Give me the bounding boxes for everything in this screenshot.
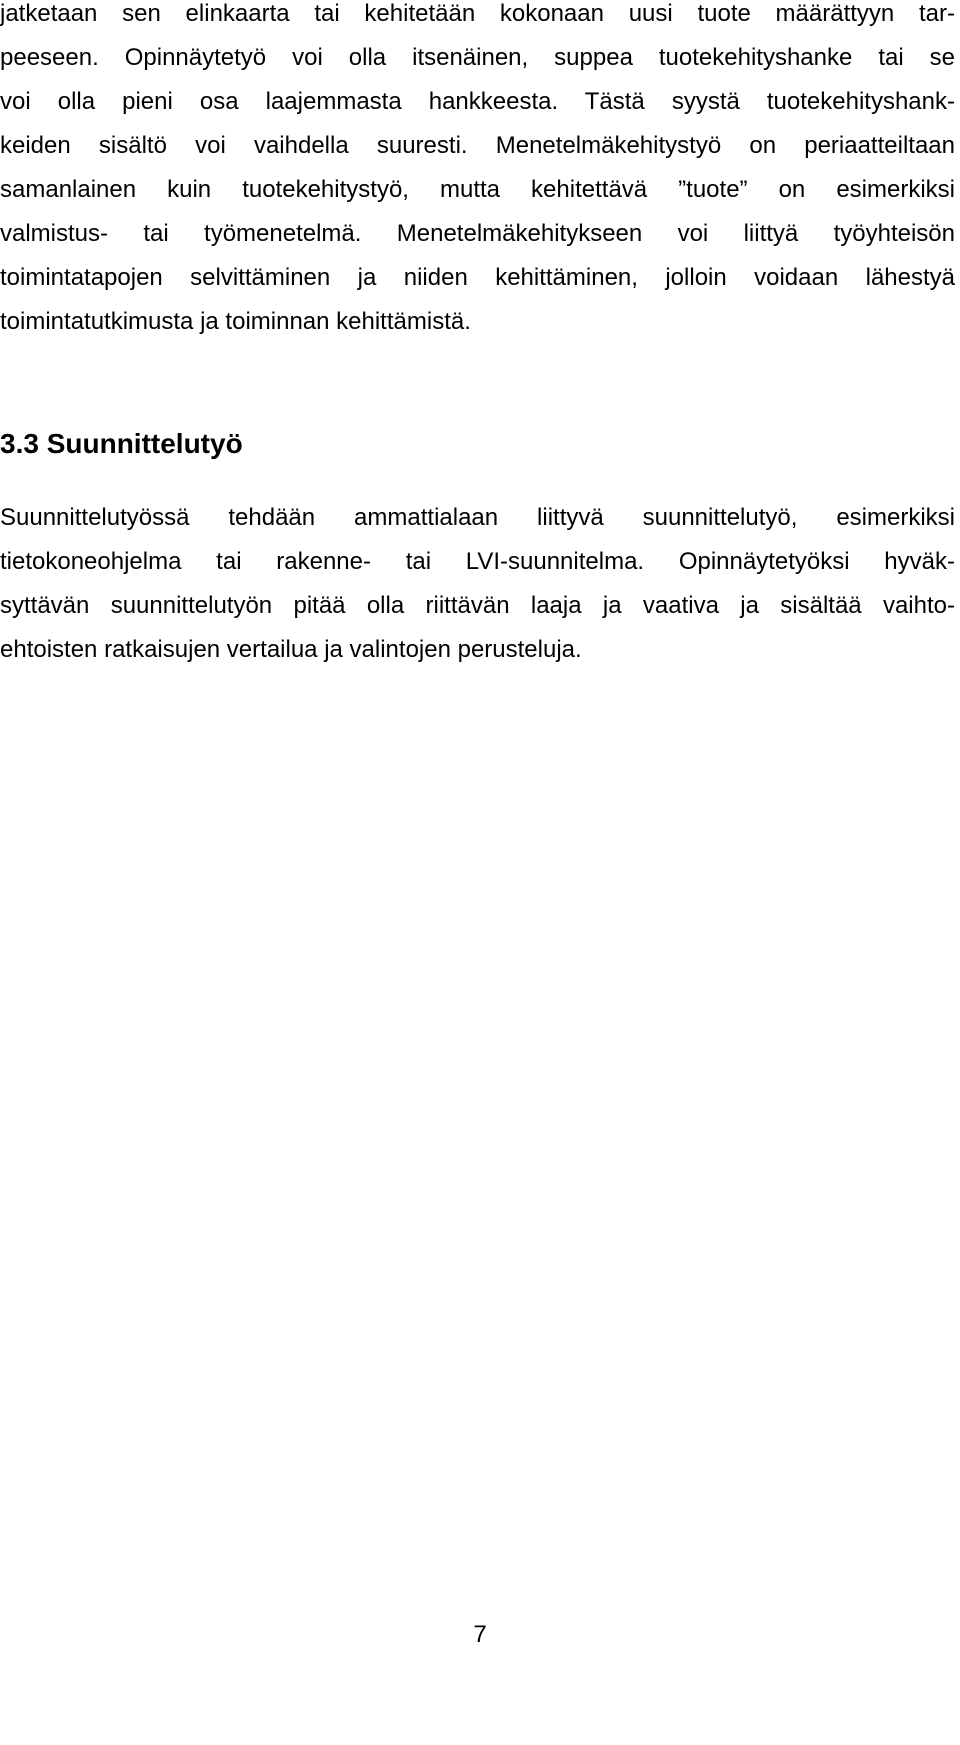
paragraph-line: toimintatutkimusta ja toiminnan kehittämistä. xyxy=(0,308,471,335)
paragraph-line: valmistus- tai työmenetelmä. Menetelmäkehitykseen voi liittyä työyhteisön xyxy=(0,220,955,247)
paragraph-line: keiden sisältö voi vaihdella suuresti. Menetelmäkehitystyö on periaatteiltaan xyxy=(0,132,955,159)
paragraph-line: Suunnittelutyössä tehdään ammattialaan liittyvä suunnittelutyö, esimerkiksi xyxy=(0,504,955,531)
paragraph-line: syttävän suunnittelutyön pitää olla riittävän laaja ja vaativa ja sisältää vaihto- xyxy=(0,592,955,619)
paragraph-line: jatketaan sen elinkaarta tai kehitetään kokonaan uusi tuote määrättyyn tar- xyxy=(0,0,955,27)
paragraph-line: toimintatapojen selvittäminen ja niiden kehittäminen, jolloin voidaan lähestyä xyxy=(0,264,955,291)
section-heading: 3.3 Suunnittelutyö xyxy=(0,428,243,459)
paragraph-line: peeseen. Opinnäytetyö voi olla itsenäinen, suppea tuotekehityshanke tai se xyxy=(0,44,955,71)
paragraph-line: ehtoisten ratkaisujen vertailua ja valintojen perusteluja. xyxy=(0,636,582,663)
paragraph-line: voi olla pieni osa laajemmasta hankkeesta. Tästä syystä tuotekehityshank- xyxy=(0,88,955,115)
paragraph-line: samanlainen kuin tuotekehitystyö, mutta kehitettävä ”tuote” on esimerkiksi xyxy=(0,176,955,203)
paragraph-line: tietokoneohjelma tai rakenne- tai LVI-suunnitelma. Opinnäytetyöksi hyväk- xyxy=(0,548,955,575)
page-number: 7 xyxy=(473,1621,487,1648)
